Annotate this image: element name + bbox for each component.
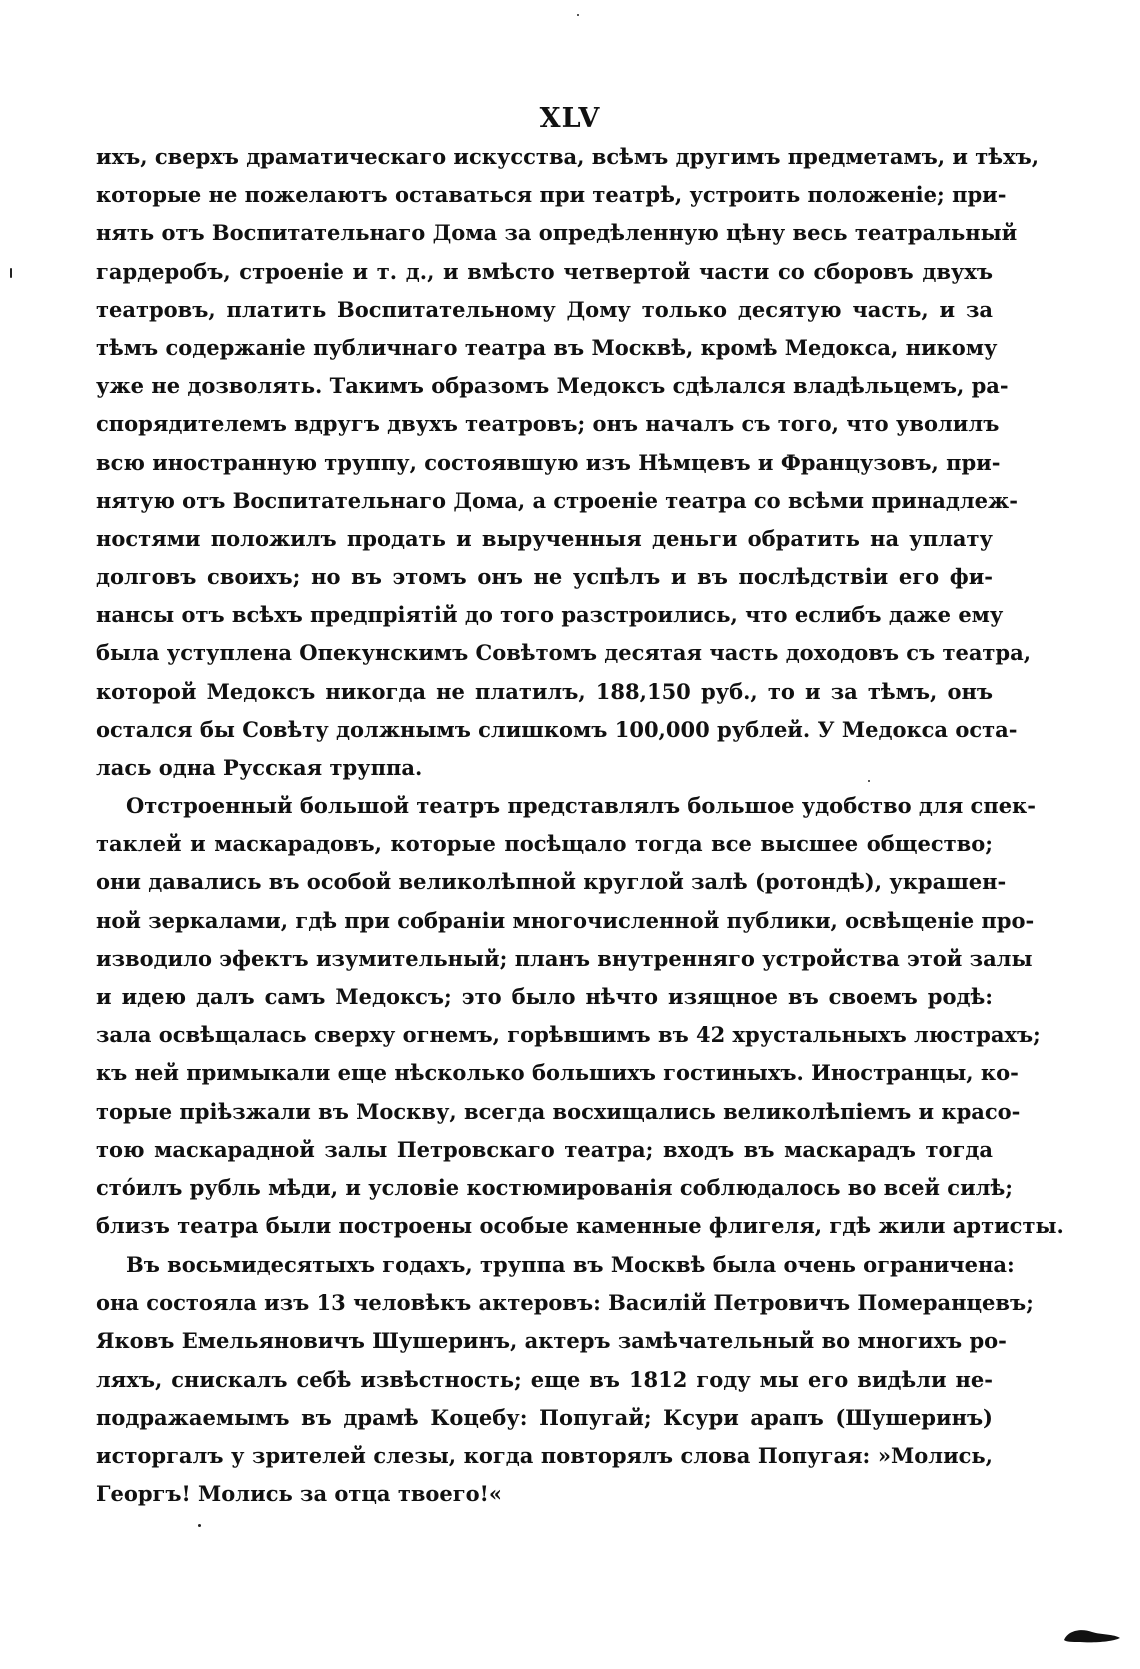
paragraph-1 xyxy=(96,138,1040,787)
text-line: уже не дозволять. Такимъ образомъ Медоксъ сдѣлался владѣльцемъ, ра- xyxy=(96,373,1009,399)
text-line: спорядителемъ вдругъ двухъ театровъ; онъ началъ съ того, что уволилъ xyxy=(96,411,1000,437)
text-line: исторгалъ у зрителей слезы, когда повторялъ слова Попугая: »Молись, xyxy=(96,1442,993,1468)
text-line: они давались въ особой великолѣпной круглой залѣ (ротондѣ), украшен- xyxy=(96,869,1007,895)
text-line: лась одна Русская труппа. xyxy=(96,755,423,780)
text-line: стóилъ рубль мѣди, и условіе костюмированія соблюдалось во всей силѣ; xyxy=(96,1174,1013,1200)
text-line: Отстроенный большой театръ представлялъ большое удобство для спек- xyxy=(126,793,1036,818)
ink-blot-icon xyxy=(1062,1626,1122,1644)
text-line: таклей и маскарадовъ, которые посѣщало тогда все высшее общество; xyxy=(96,831,993,857)
text-line: зала освѣщалась сверху огнемъ, горѣвшимъ въ 42 хрустальныхъ люстрахъ; xyxy=(96,1022,1041,1048)
text-line: нять отъ Воспитательнаго Дома за опредѣленную цѣну весь театральный xyxy=(96,220,1018,246)
ink-speck xyxy=(198,1524,201,1527)
text-line: тѣмъ содержаніе публичнаго театра въ Москвѣ, кромѣ Медокса, никому xyxy=(96,334,998,360)
text-line: Въ восьмидесятыхъ годахъ, труппа въ Москвѣ была очень ограничена: xyxy=(126,1252,1015,1277)
paragraph-3 xyxy=(96,1246,1034,1513)
text-line: ностями положилъ продать и вырученныя деньги обратить на уплату xyxy=(96,525,993,551)
text-line: ной зеркалами, гдѣ при собраніи многочисленной публики, освѣщеніе про- xyxy=(96,907,1035,933)
text-line: долговъ своихъ; но въ этомъ онъ не успѣлъ и въ послѣдствіи его фи- xyxy=(96,564,993,590)
text-line: и идею далъ самъ Медоксъ; это было нѣчто изящное въ своемъ родѣ: xyxy=(96,983,993,1009)
text-line: къ ней примыкали еще нѣсколько большихъ гостиныхъ. Иностранцы, ко- xyxy=(96,1060,1019,1086)
text-line: остался бы Совѣту должнымъ слишкомъ 100,000 рублей. У Медокса оста- xyxy=(96,716,1018,742)
paragraph-2 xyxy=(96,787,1064,1245)
text-line: она состояла изъ 13 человѣкъ актеровъ: Василій Петровичъ Померанцевъ; xyxy=(96,1290,1034,1316)
text-line: ихъ, сверхъ драматическаго искусства, всѣмъ другимъ предметамъ, и тѣхъ, xyxy=(96,144,1040,169)
text-line: Георгъ! Молись за отца твоего!« xyxy=(96,1481,503,1507)
text-line: близъ театра были построены особые каменные флигеля, гдѣ жили артисты. xyxy=(96,1213,1064,1239)
text-line: торые пріѣзжали въ Москву, всегда восхищались великолѣпіемъ и красо- xyxy=(96,1098,1021,1124)
text-line: всю иностранную труппу, состоявшую изъ Нѣмцевъ и Французовъ, при- xyxy=(96,449,1001,475)
text-line: подражаемымъ въ драмѣ Коцебу: Попугай; Ксури арапъ (Шушеринъ) xyxy=(96,1404,993,1430)
ink-speck xyxy=(10,268,12,278)
text-line: Яковъ Емельяновичъ Шушеринъ, актеръ замѣчательный во многихъ ро- xyxy=(96,1328,1007,1354)
text-line: ляхъ, снискалъ себѣ извѣстность; еще въ 1812 году мы его видѣли не- xyxy=(96,1366,993,1392)
text-line: которые не пожелаютъ оставаться при театрѣ, устроить положеніе; при- xyxy=(96,182,1007,208)
text-line: была уступлена Опекунскимъ Совѣтомъ десятая часть доходовъ съ театра, xyxy=(96,640,1032,666)
text-line: гардеробъ, строеніе и т. д., и вмѣсто четвертой части со сборовъ двухъ xyxy=(96,258,993,284)
text-line: нансы отъ всѣхъ предпріятій до того разстроились, что еслибъ даже ему xyxy=(96,602,1004,628)
text-line: изводило эфектъ изумительный; планъ внутренняго устройства этой залы xyxy=(96,945,1033,971)
text-line: которой Медоксъ никогда не платилъ, 188,150 руб., то и за тѣмъ, онъ xyxy=(96,678,993,704)
page-number: XLV xyxy=(539,103,601,134)
ink-speck xyxy=(577,14,579,16)
ink-speck xyxy=(868,780,870,782)
text-line: театровъ, платить Воспитательному Дому только десятую часть, и за xyxy=(96,296,993,322)
text-line: тою маскарадной залы Петровскаго театра; входъ въ маскарадъ тогда xyxy=(96,1136,993,1162)
text-line: нятую отъ Воспитательнаго Дома, а строеніе театра со всѣми принадлеж- xyxy=(96,487,1018,513)
